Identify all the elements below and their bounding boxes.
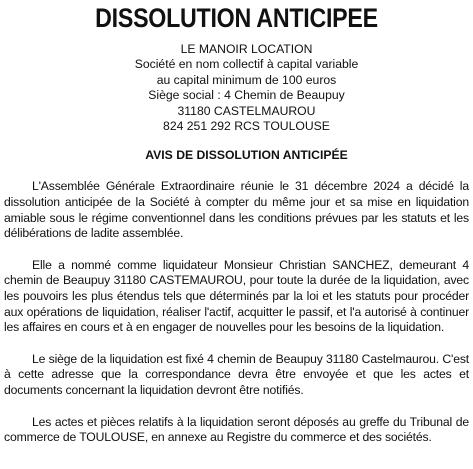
paragraph-filing: Les actes et pièces relatifs à la liquidation seront déposés au greffe du Tribunal de commerce de TOULOUSE, en annexe au Registre du commerce et des sociétés. [4,414,469,445]
company-address-line2: 31180 CASTELMAUROU [177,103,316,118]
company-capital: au capital minimum de 100 euros [156,72,337,87]
company-legal-form: Société en nom collectif à capital variable [134,57,359,72]
company-registration: 824 251 292 RCS TOULOUSE [163,119,330,134]
notice-body [4,179,469,445]
company-address-line1: Siège social : 4 Chemin de Beaupuy [148,88,345,103]
company-block [4,42,469,134]
paragraph-dissolution: L'Assemblée Générale Extraordinaire réunie le 31 décembre 2024 a décidé la dissolution anticipée de la Société à compter du même jour et sa mise en liquidation amiable sous le régime conventionnel dans les conditions prévues par les statuts et les délibérations de ladite assemblée. [4,179,469,241]
paragraph-liquidator: Elle a nommé comme liquidateur Monsieur Christian SANCHEZ, demeurant 4 chemin de Beaupuy 31180 CASTEMAUROU, pour toute la durée de la liquidation, avec les pouvoirs les plus étendus tels que déterminés par la loi et les statuts pour procéder aux opérations de liquidation, réaliser l'actif, acquitter le passif, et l'a autorisé à continuer les affaires en cours et à en engager de nouvelles pour les besoins de la liquidation. [4,257,469,335]
company-name: LE MANOIR LOCATION [180,42,313,56]
notice-title: DISSOLUTION ANTICIPEE [95,3,378,33]
notice-heading: AVIS DE DISSOLUTION ANTICIPÉE [145,148,348,163]
paragraph-liquidation-seat: Le siège de la liquidation est fixé 4 chemin de Beaupuy 31180 Castelmaurou. C'est à cette adresse que la correspondance devra être envoyée et que les actes et documents concernant la liquidation devront être notifiés. [4,351,469,397]
